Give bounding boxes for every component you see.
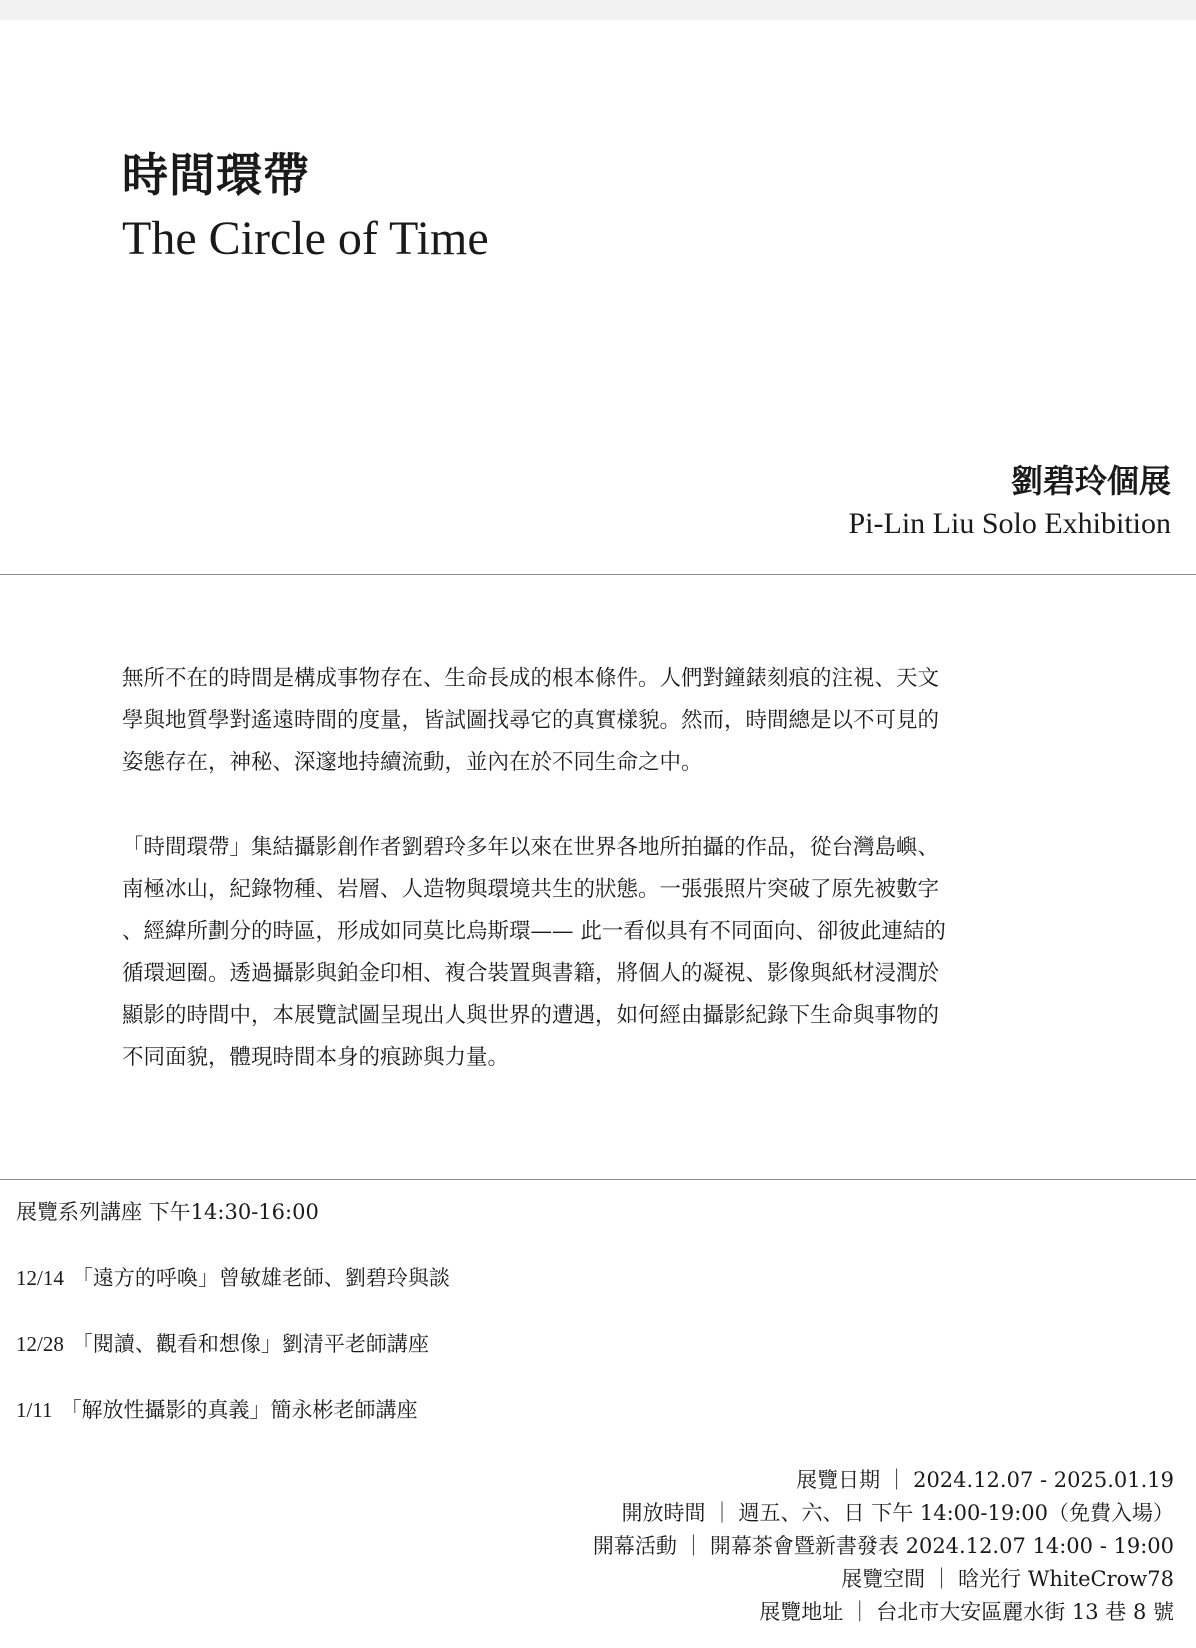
- paragraph-line: 姿態存在，神秘、深邃地持續流動，並內在於不同生命之中。: [122, 750, 703, 775]
- info-value: 開幕茶會暨新書發表 2024.12.07 14:00 - 19:00: [709, 1534, 1174, 1558]
- info-separator: ｜: [682, 1534, 704, 1558]
- info-separator: ｜: [711, 1501, 733, 1525]
- info-value: 晗光行 WhiteCrow78: [958, 1567, 1174, 1591]
- paragraph-line: 學與地質學對遙遠時間的度量，皆試圖找尋它的真實樣貌。然而，時間總是以不可見的: [122, 708, 940, 733]
- lecture-title: 「解放性攝影的真義」簡永彬老師講座: [60, 1398, 418, 1422]
- lecture-date: 1/11: [16, 1398, 53, 1422]
- info-value: 2024.12.07 - 2025.01.19: [913, 1468, 1174, 1492]
- title-chinese: 時間環帶: [122, 148, 310, 202]
- title-english: The Circle of Time: [122, 212, 489, 265]
- artist-chinese: 劉碧玲個展: [1010, 462, 1171, 500]
- info-row-venue: [593, 1563, 1174, 1596]
- lecture-date: 12/14: [16, 1266, 64, 1290]
- info-row-address: [593, 1596, 1174, 1629]
- info-value: 台北市大安區麗水街 13 巷 8 號: [876, 1600, 1174, 1624]
- paragraph-line: 循環迴圈。透過攝影與鉑金印相、複合裝置與書籍，將個人的凝視、影像與紙材浸潤於: [122, 961, 940, 986]
- info-label: 展覽日期: [796, 1468, 881, 1492]
- lecture-title: 「遠方的呼喚」曾敏雄老師、劉碧玲與談: [71, 1266, 450, 1290]
- intro-paragraph-1: [122, 658, 1042, 784]
- info-label: 展覽空間: [841, 1567, 926, 1591]
- info-value: 週五、六、日 下午 14:00-19:00（免費入場）: [738, 1501, 1174, 1525]
- lecture-item: [16, 1396, 418, 1424]
- paragraph-line: 南極冰山，紀錄物種、岩層、人造物與環境共生的狀態。一張張照片突破了原先被數字: [122, 877, 940, 902]
- artist-english: Pi-Lin Liu Solo Exhibition: [848, 507, 1171, 540]
- lecture-date: 12/28: [16, 1332, 64, 1356]
- info-separator: ｜: [849, 1600, 871, 1624]
- paragraph-line: 「時間環帶」集結攝影創作者劉碧玲多年以來在世界各地所拍攝的作品，從台灣島嶼、: [122, 835, 940, 860]
- lecture-item: [16, 1330, 429, 1358]
- paragraph-line: 無所不在的時間是構成事物存在、生命長成的根本條件。人們對鐘錶刻痕的注視、天文: [122, 666, 940, 691]
- info-separator: ｜: [886, 1468, 908, 1492]
- lecture-item: [16, 1264, 450, 1292]
- info-row-dates: [593, 1464, 1174, 1497]
- paragraph-line: 顯影的時間中，本展覽試圖呈現出人與世界的遭遇，如何經由攝影紀錄下生命與事物的: [122, 1003, 940, 1028]
- intro-paragraph-2: [122, 827, 1042, 1079]
- paragraph-line: 不同面貌，體現時間本身的痕跡與力量。: [122, 1045, 510, 1070]
- info-label: 開幕活動: [592, 1534, 677, 1558]
- info-row-hours: [593, 1497, 1174, 1530]
- divider-bottom: [0, 1179, 1196, 1180]
- info-row-opening: [593, 1530, 1174, 1563]
- lecture-title: 「閱讀、觀看和想像」劉清平老師講座: [71, 1332, 429, 1356]
- paragraph-line: 、經緯所劃分的時區，形成如同莫比烏斯環—— 此一看似具有不同面向、卻彼此連結的: [122, 919, 946, 944]
- info-label: 開放時間: [621, 1501, 706, 1525]
- info-separator: ｜: [931, 1567, 953, 1591]
- exhibition-info: [593, 1464, 1174, 1629]
- divider-top: [0, 574, 1196, 575]
- top-bar: [0, 0, 1196, 20]
- lecture-series-header: 展覽系列講座 下午14:30-16:00: [16, 1200, 319, 1224]
- info-label: 展覽地址: [759, 1600, 844, 1624]
